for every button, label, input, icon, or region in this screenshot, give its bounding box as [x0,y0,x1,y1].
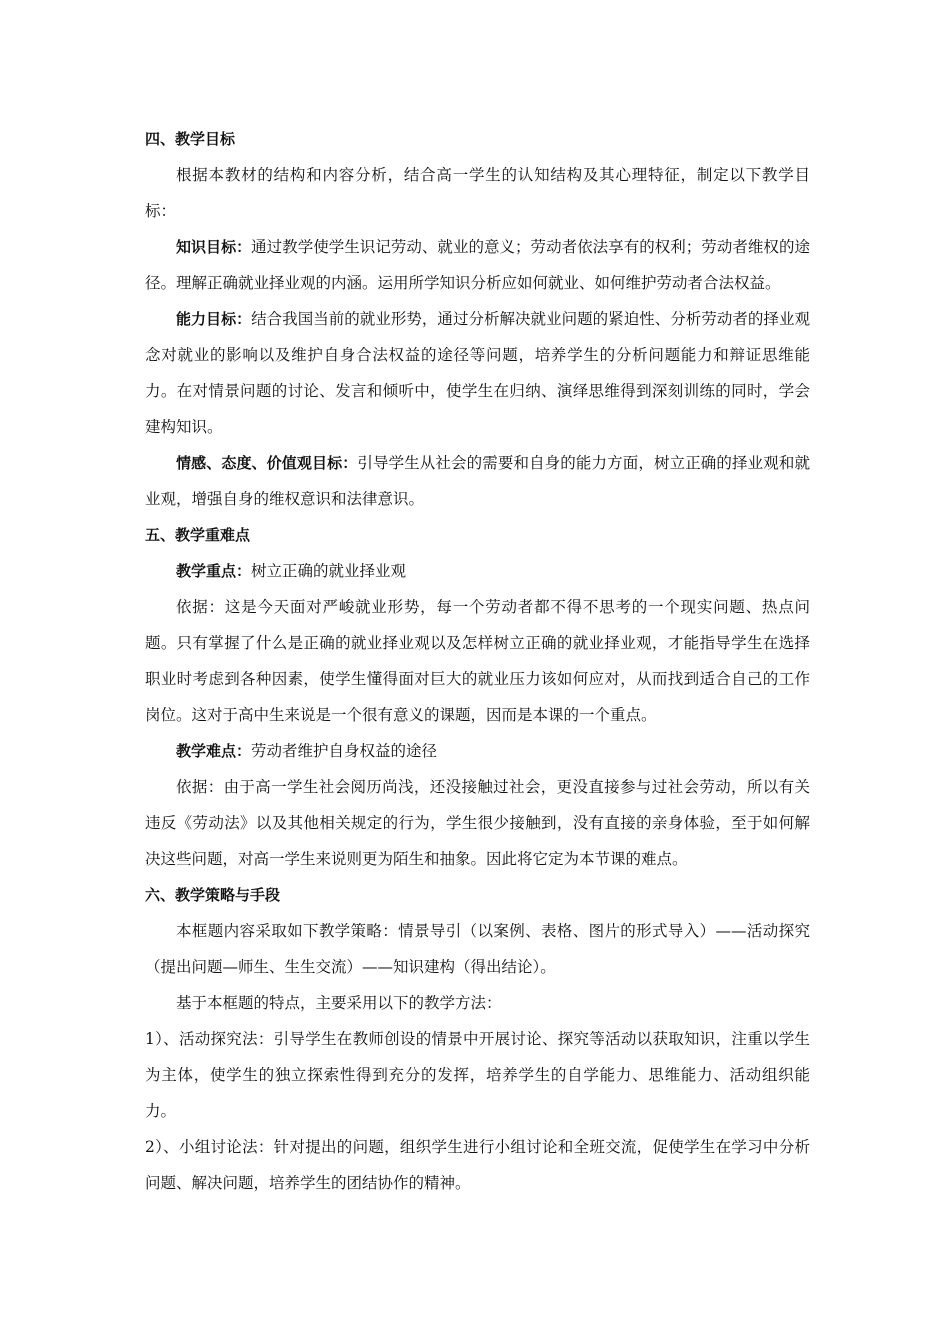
ability-objective [145,301,810,445]
key-point [145,553,810,589]
key-point-basis: 依据：这是今天面对严峻就业形势，每一个劳动者都不得不思考的一个现实问题、热点问题。只有掌握了什么是正确的就业择业观以及怎样树立正确的就业择业观，才能指导学生在选择职业时考虑到各种因素，使学生懂得面对巨大的就业压力该如何应对，从而找到适合自己的工作岗位。这对于高中生来说是一个很有意义的课题，因而是本课的一个重点。 [145,598,810,724]
ability-objective-text: 结合我国当前的就业形势，通过分析解决就业问题的紧迫性、分析劳动者的择业观念对就业的影响以及维护自身合法权益的途径等问题，培养学生的分析问题能力和辩证思维能力。在对情景问题的讨论、发言和倾听中，使学生在归纳、演绎思维得到深刻训练的同时，学会建构知识。 [145,310,810,436]
difficult-point-label: 教学难点： [176,742,252,760]
document-page [145,121,810,1201]
difficult-point-basis: 依据：由于高一学生社会阅历尚浅，还没接触过社会，更没直接参与过社会劳动，所以有关违反《劳动法》以及其他相关规定的行为，学生很少接触到，没有直接的亲身体验，至于如何解决这些问题，对高一学生来说则更为陌生和抽象。因此将它定为本节课的难点。 [145,778,810,868]
section-heading-objectives: 四、教学目标 [145,130,236,148]
objectives-intro: 根据本教材的结构和内容分析，结合高一学生的认知结构及其心理特征，制定以下教学目标： [145,166,810,220]
difficult-point-text: 劳动者维护自身权益的途径 [251,742,438,760]
emotion-objective [145,445,810,517]
emotion-objective-label: 情感、态度、价值观目标： [176,454,358,472]
knowledge-objective [145,229,810,301]
section-heading-strategy: 六、教学策略与手段 [145,886,281,904]
ability-objective-label: 能力目标： [176,310,252,328]
emotion-objective-text: 引导学生从社会的需要和自身的能力方面，树立正确的择业观和就业观，增强自身的维权意识和法律意识。 [145,454,810,508]
knowledge-objective-label: 知识目标： [176,238,252,256]
method-group-discussion: 2）、小组讨论法：针对提出的问题，组织学生进行小组讨论和全班交流，促使学生在学习中分析问题、解决问题，培养学生的团结协作的精神。 [145,1138,810,1192]
methods-intro: 基于本框题的特点，主要采用以下的教学方法： [176,994,502,1012]
difficult-point [145,733,810,769]
key-point-label: 教学重点： [176,562,252,580]
method-activity-inquiry: 1）、活动探究法：引导学生在教师创设的情景中开展讨论、探究等活动以获取知识，注重以学生为主体，使学生的独立探索性得到充分的发挥，培养学生的自学能力、思维能力、活动组织能力。 [145,1030,810,1120]
section-heading-key-points: 五、教学重难点 [145,526,251,544]
strategy-text: 本框题内容采取如下教学策略：情景导引（以案例、表格、图片的形式导入）——活动探究（提出问题—师生、生生交流）——知识建构（得出结论）。 [145,922,810,976]
knowledge-objective-text: 通过教学使学生识记劳动、就业的意义；劳动者依法享有的权利；劳动者维权的途径。理解正确就业择业观的内涵。运用所学知识分析应如何就业、如何维护劳动者合法权益。 [145,238,810,292]
key-point-text: 树立正确的就业择业观 [251,562,407,580]
